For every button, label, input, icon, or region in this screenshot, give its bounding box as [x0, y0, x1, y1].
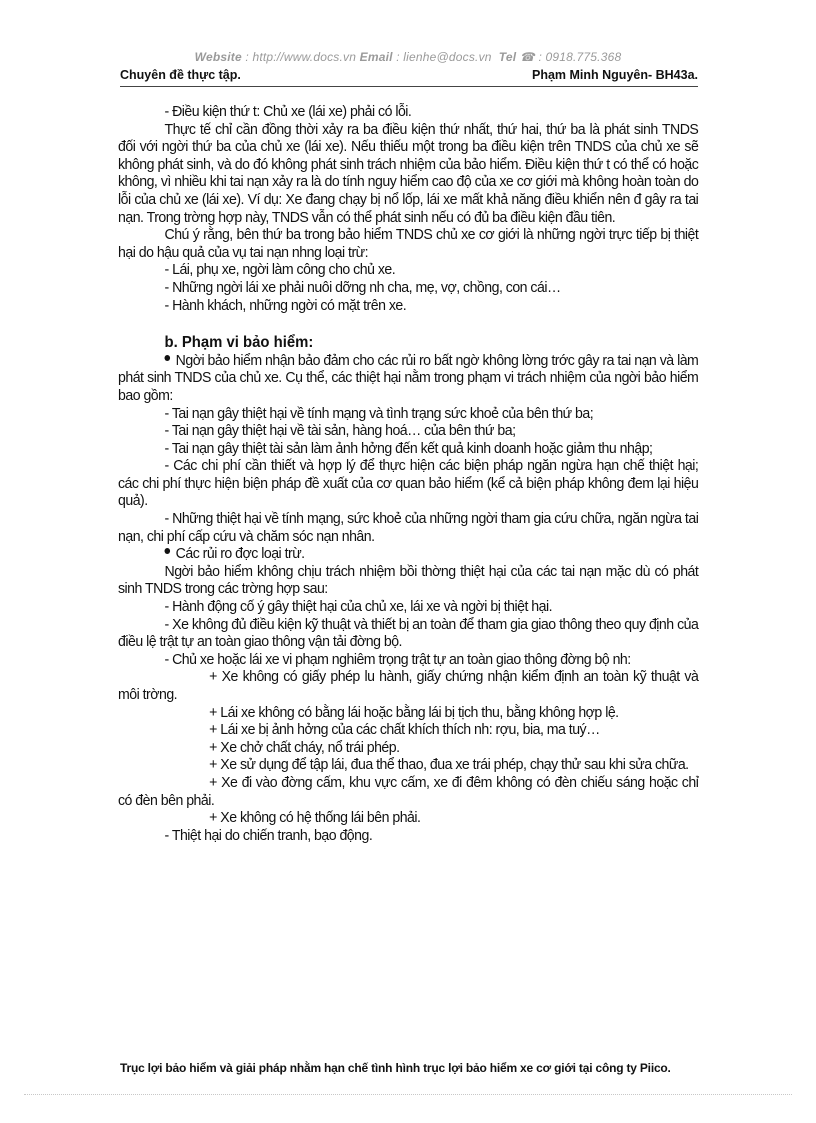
website-sep: :: [241, 50, 253, 64]
sub-list-item: + Lái xe bị ảnh hởng của các chất khích thích nh: rợu, bia, ma tuý…: [209, 721, 600, 739]
paragraph: - Điều kiện thứ t: Chủ xe (lái xe) phải có lỗi.: [164, 103, 412, 120]
website-url[interactable]: http://www.docs.vn: [252, 50, 357, 64]
page-header: [120, 68, 698, 86]
sub-list-item: + Xe không có hệ thống lái bên phải.: [209, 809, 421, 827]
tel-number: 0918.775.368: [545, 50, 622, 64]
header-divider: [120, 86, 698, 87]
sub-list-item: + Xe đi vào đờng cấm, khu vực cấm, xe đi đêm không có đèn chiếu sáng hoặc chỉ có đèn bên phải.: [118, 773, 699, 809]
sub-list-item: + Lái xe không có bằng lái hoặc bằng lái bị tịch thu, bằng không hợp lệ.: [209, 703, 619, 721]
email-label: Email: [359, 50, 393, 64]
sub-list-item: + Xe sử dụng để tập lái, đua thể thao, đua xe trái phép, chạy thử sau khi sửa chữa.: [209, 756, 689, 774]
list-item: - Hành động cố ý gây thiệt hại của chủ xe, lái xe và ngời bị thiệt hại.: [164, 598, 553, 616]
bottom-divider: [24, 1094, 792, 1095]
paragraph: [118, 352, 698, 405]
list-item: - Xe không đủ điều kiện kỹ thuật và thiết bị an toàn để tham gia giao thông theo quy định của điều lệ trật tự an toàn giao thông vận tải đờng bộ.: [118, 615, 699, 651]
bullet-icon: [165, 355, 171, 361]
paragraph: [118, 545, 698, 563]
list-item: - Các chi phí cần thiết và hợp lý để thực hiện các biện pháp ngăn ngừa hạn chế thiệt hại; các chi phí thực hiện biện pháp đề xuất của cơ quan bảo hiểm (kể cả biện pháp không đem lại hiệu quả).: [118, 457, 699, 510]
list-item: - Tai nạn gây thiệt hại về tài sản, hàng hoá… của bên thứ ba;: [164, 422, 516, 440]
email-sep: :: [392, 50, 404, 64]
list-item: - Tai nạn gây thiệt tài sản làm ảnh hởng đến kết quả kinh doanh hoặc giảm thu nhập;: [164, 439, 653, 457]
list-item: - Hành khách, những ngời có mặt trên xe.: [164, 296, 407, 314]
list-item: - Những thiệt hại về tính mạng, sức khoẻ của những ngời tham gia cứu chữa, ngăn ngừa tai nạn, chi phí cấp cứu và chăm sóc nạn nhân.: [118, 510, 699, 545]
paragraph: Chú ý rằng, bên thứ ba trong bảo hiểm TNDS chủ xe cơ giới là những ngời trực tiếp bị thiệt hại do hậu quả của vụ tai nạn nhng loại trừ:: [118, 226, 699, 261]
bullet-icon: [165, 548, 171, 554]
website-label: Website: [194, 50, 242, 64]
sub-list-item: + Xe chở chất cháy, nổ trái phép.: [209, 738, 400, 756]
paragraph: Thực tế chỉ cần đồng thời xảy ra ba điều kiện thứ nhất, thứ hai, thứ ba là phát sinh TNDS đối với ngời thứ ba của chủ xe (lái xe). Nếu thiếu một trong ba điều kiện trên TNDS của chủ xe sẽ không phát sinh, và do đó không phát sinh trách nhiệm của bảo hiểm. Điều kiện thứ t có thể có hoặc không, vì nhiều khi tai nạn xảy ra là do tính nguy hiểm cao độ của xe cơ giới mà không hoàn toàn do lỗi của chủ xe (lái xe). Ví dụ: Xe đang chạy bị nổ lốp, lái xe mất khả năng điều khiển nên đ gây ra tai nạn. Trong trờng hợp này, TNDS vẫn có thể phát sinh nếu có đủ ba điều kiện đầu tiên.: [118, 120, 699, 226]
list-item: - Lái, phụ xe, ngời làm công cho chủ xe.: [164, 261, 396, 279]
exclusion-heading: Các rủi ro đợc loại trừ.: [175, 545, 305, 563]
sub-list-item: + Xe không có giấy phép lu hành, giấy chứng nhận kiểm định an toàn kỹ thuật và môi trờng.: [118, 668, 699, 703]
header-right: Phạm Minh Nguyên- BH43a.: [532, 68, 698, 82]
list-item: - Tai nạn gây thiệt hại về tính mạng và tình trạng sức khoẻ của bên thứ ba;: [164, 404, 594, 422]
tel-label: Tel: [498, 50, 517, 64]
email-address[interactable]: lienhe@docs.vn: [403, 50, 492, 64]
page-footer: Trục lợi bảo hiểm và giải pháp nhằm hạn chế tình hình trục lợi bảo hiểm xe cơ giới tại công ty Piico.: [120, 1061, 671, 1075]
list-item: - Chủ xe hoặc lái xe vi phạm nghiêm trọng trật tự an toàn giao thông đờng bộ nh:: [164, 650, 631, 668]
paragraph: Ngời bảo hiểm không chịu trách nhiệm bồi thờng thiệt hại của các tai nạn mặc dù có phát sinh TNDS trong các trờng hợp sau:: [118, 562, 699, 598]
list-item: - Những ngời lái xe phải nuôi dỡng nh cha, mẹ, vợ, chồng, con cái…: [164, 278, 561, 296]
header-left: Chuyên đề thực tập.: [120, 68, 241, 82]
document-body: [118, 103, 698, 844]
list-item: - Thiệt hại do chiến tranh, bạo động.: [164, 826, 373, 844]
section-title: b. Phạm vi bảo hiểm:: [164, 334, 314, 352]
section-intro: Ngời bảo hiểm nhận bảo đảm cho các rủi ro bất ngờ không lờng trớc gây ra tai nạn và làm phát sinh TNDS của chủ xe. Cụ thể, các thiệt hại nằm trong phạm vi trách nhiệm của ngời bảo hiểm bao gồm:: [118, 351, 699, 404]
website-banner: [0, 50, 816, 64]
phone-icon: ☎ :: [516, 50, 546, 64]
